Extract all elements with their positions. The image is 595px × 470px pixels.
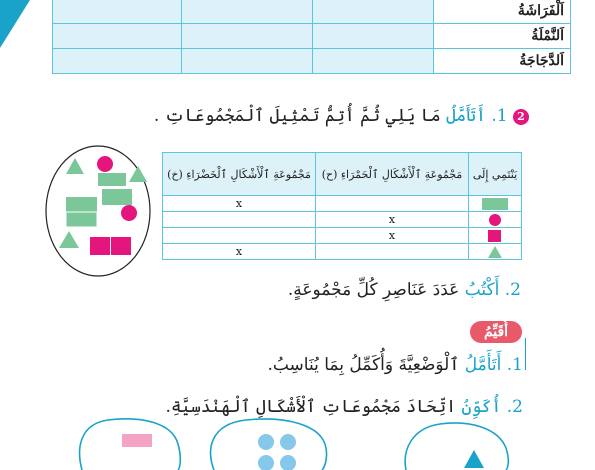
- assess-item-1: [267, 354, 523, 375]
- blob-right: [405, 423, 508, 470]
- shape-cell: [469, 244, 522, 260]
- green-cell: [163, 228, 316, 244]
- question-verb: أَتَأَمَّلُ: [446, 106, 486, 126]
- question-number: 1.: [491, 106, 508, 126]
- question-2-item-2: [288, 280, 521, 300]
- item-verb: أَتَأَمَّلُ: [464, 355, 502, 375]
- shape-cell: [469, 212, 522, 228]
- table-row: [53, 0, 571, 24]
- red-set-header: مَجْمُوعَةِ ٱلْأَشْكَالِ ٱلْحَمْرَاءِ (ح): [316, 153, 469, 196]
- red-cell: x: [316, 212, 469, 228]
- green-rect-icon: [66, 197, 97, 212]
- question-2-heading: [154, 105, 529, 126]
- green-cell: [163, 212, 316, 228]
- item-number: 2.: [506, 397, 523, 417]
- table-row: [53, 24, 571, 49]
- green-triangle-icon: [480, 245, 510, 259]
- pink-square-icon: [480, 229, 510, 243]
- red-cell: [316, 196, 469, 212]
- item-text: عَدَدَ عَنَاصِرِ كُلِّ مَجْمُوعَةٍ.: [287, 280, 460, 300]
- question-text: مَا يَلِي ثُمَّ أُتِمُّ تَمْثِيلَ ٱلْمَجْمُوعَاتِ .: [153, 106, 441, 126]
- header-row: [163, 153, 522, 196]
- green-rect-icon: [480, 197, 510, 211]
- green-rect-icon: [98, 173, 126, 186]
- green-rect-icon: [66, 212, 97, 227]
- row-label: اَلنَّمْلَةُ: [434, 24, 571, 49]
- blue-circle-icon: [280, 455, 296, 470]
- shape-cell: [469, 228, 522, 244]
- bottom-sets-drawing: [0, 410, 595, 470]
- corner-decoration: [0, 0, 30, 50]
- item-number: 1.: [506, 355, 523, 375]
- row-label: اَلدَّجَاجَةُ: [434, 49, 571, 74]
- table-row: [163, 196, 522, 212]
- blue-triangle-icon: [464, 450, 484, 468]
- red-cell: x: [316, 228, 469, 244]
- blue-circle-icon: [280, 434, 296, 450]
- item-text: ٱلْوَضْعِيَّةَ وَأُكَمِّلُ بِمَا يُنَاسِبُ.: [267, 355, 460, 375]
- pink-circle-icon: [121, 205, 137, 221]
- green-rect-icon: [102, 189, 132, 205]
- pink-square-icon: [90, 237, 110, 255]
- row-label: اَلْفَرَاشَةُ: [434, 0, 571, 24]
- shapes-ellipse: [44, 144, 154, 278]
- green-set-header: مَجْمُوعَةِ ٱلْأَشْكَالِ ٱلْخَضْرَاءِ (خ): [163, 153, 316, 196]
- table-row: [163, 212, 522, 228]
- item-verb: أَكْتُبُ: [464, 280, 500, 300]
- item-verb: أُكَوِّنُ: [461, 397, 502, 417]
- pink-circle-icon: [97, 156, 113, 172]
- pink-circle-icon: [480, 213, 510, 227]
- sets-table: [162, 152, 522, 260]
- green-cell: x: [163, 196, 316, 212]
- table-row: [163, 244, 522, 260]
- pink-rect-icon: [122, 434, 152, 447]
- blue-circle-icon: [258, 434, 274, 450]
- top-table: [52, 0, 571, 74]
- question-badge: 2: [513, 109, 529, 125]
- item-text: اتِّحَادَ مَجْمُوعَاتِ ٱلْأَشْكَالِ ٱلْهَنْدَسِيَّةِ.: [165, 397, 457, 417]
- table-row: [163, 228, 522, 244]
- belongs-header: يَنْتَمِي إِلَى: [469, 153, 522, 196]
- green-cell: x: [163, 244, 316, 260]
- assess-bracket: [525, 338, 526, 370]
- table-row: [53, 49, 571, 74]
- shape-cell: [469, 196, 522, 212]
- red-cell: [316, 244, 469, 260]
- blue-circle-icon: [258, 455, 274, 470]
- pink-square-icon: [111, 237, 131, 255]
- item-number: 2.: [504, 280, 521, 300]
- assess-label: أُقَيِّمُ: [470, 321, 522, 343]
